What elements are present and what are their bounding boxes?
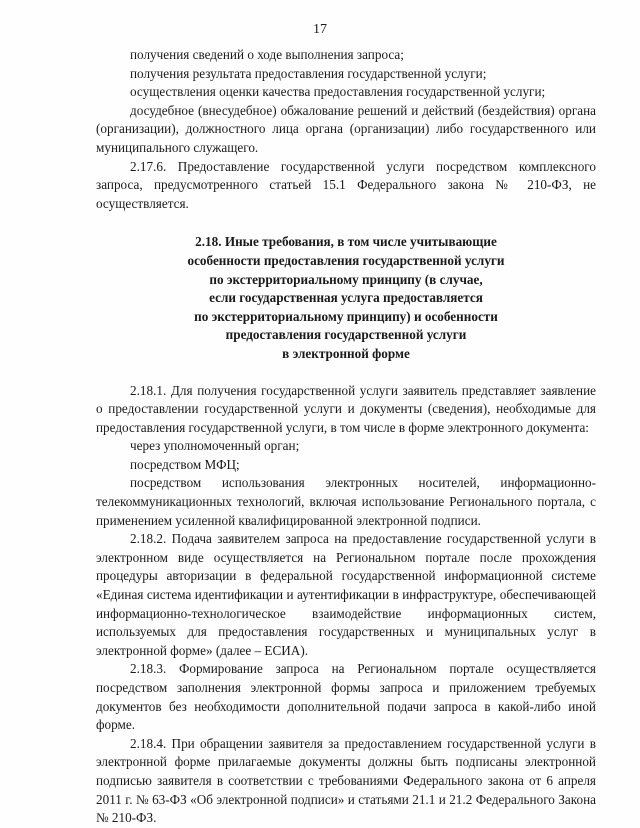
heading-line: по экстерриториальному принципу) и особенности	[194, 308, 498, 324]
document-body	[96, 46, 596, 828]
section-heading-2-18	[96, 233, 596, 363]
list-item: получения сведений о ходе выполнения запроса;	[130, 47, 404, 62]
list-item: получения результата предоставления государственной услуги;	[130, 65, 487, 81]
heading-line: предоставления государственной услуги	[225, 327, 467, 343]
paragraph-2-18-1: 2.18.1. Для получения государственной услуги заявитель представляет заявление о предоставлении государственной услуги и документы (сведения), необходимые для предоставления государственной услуги, в том числе в форме электронного документа:	[96, 382, 596, 435]
paragraph-2-18-3: 2.18.3. Формирование запроса на Региональном портале осуществляется посредством заполнения электронной формы запроса и приложением требуемых документов без необходимости дополнительной подачи запроса в какой-либо иной форме.	[96, 661, 596, 733]
page-number: 17	[313, 22, 327, 37]
list-item: посредством использования электронных носителей, информационно-телекоммуникационных технологий, включая использование Регионального портала, с применением усиленной квалифицированной электронной подписи.	[96, 475, 596, 528]
list-item: посредством МФЦ;	[130, 456, 240, 472]
list-item: осуществления оценки качества предоставления государственной услуги;	[130, 84, 546, 100]
list-item: досудебное (внесудебное) обжалование решений и действий (бездействия) органа (организации), должностного лица органа (организации) либо государственного или муниципального служащего.	[96, 102, 596, 155]
heading-line: если государственная услуга предоставляется	[209, 290, 483, 306]
paragraph-2-18-2: 2.18.2. Подача заявителем запроса на предоставление государственной услуги в электронном виде осуществляется на Региональном портале после прохождения процедуры авторизации в федеральной государственной информационной системе «Единая система идентификации и аутентификации в инфраструктуре, обеспечивающей информационно-технологическое взаимодействие информационных систем, используемых для предоставления государственных и муниципальных услуг в электронной форме» (далее – ЕСИА).	[96, 531, 596, 658]
list-item: через уполномоченный орган;	[130, 438, 300, 454]
heading-line: 2.18. Иные требования, в том числе учитывающие	[195, 234, 497, 250]
heading-line: по экстерриториальному принципу (в случае,	[209, 271, 483, 287]
paragraph-2-17-6: 2.17.6. Предоставление государственной услуги посредством комплексного запроса, предусмотренного статьей 15.1 Федерального закона № 210-ФЗ, не осуществляется.	[96, 158, 596, 211]
heading-line: в электронной форме	[282, 345, 410, 361]
paragraph-2-18-4: 2.18.4. При обращении заявителя за предоставлением государственной услуги в электронной форме прилагаемые документы должны быть подписаны электронной подписью заявителя в соответствии с требованиями Федерального закона от 6 апреля 2011 г. № 63-ФЗ «Об электронной подписи» и статьями 21.1 и 21.2 Федерального Закона № 210-ФЗ.	[96, 735, 596, 826]
heading-line: особенности предоставления государственной услуги	[187, 252, 505, 268]
